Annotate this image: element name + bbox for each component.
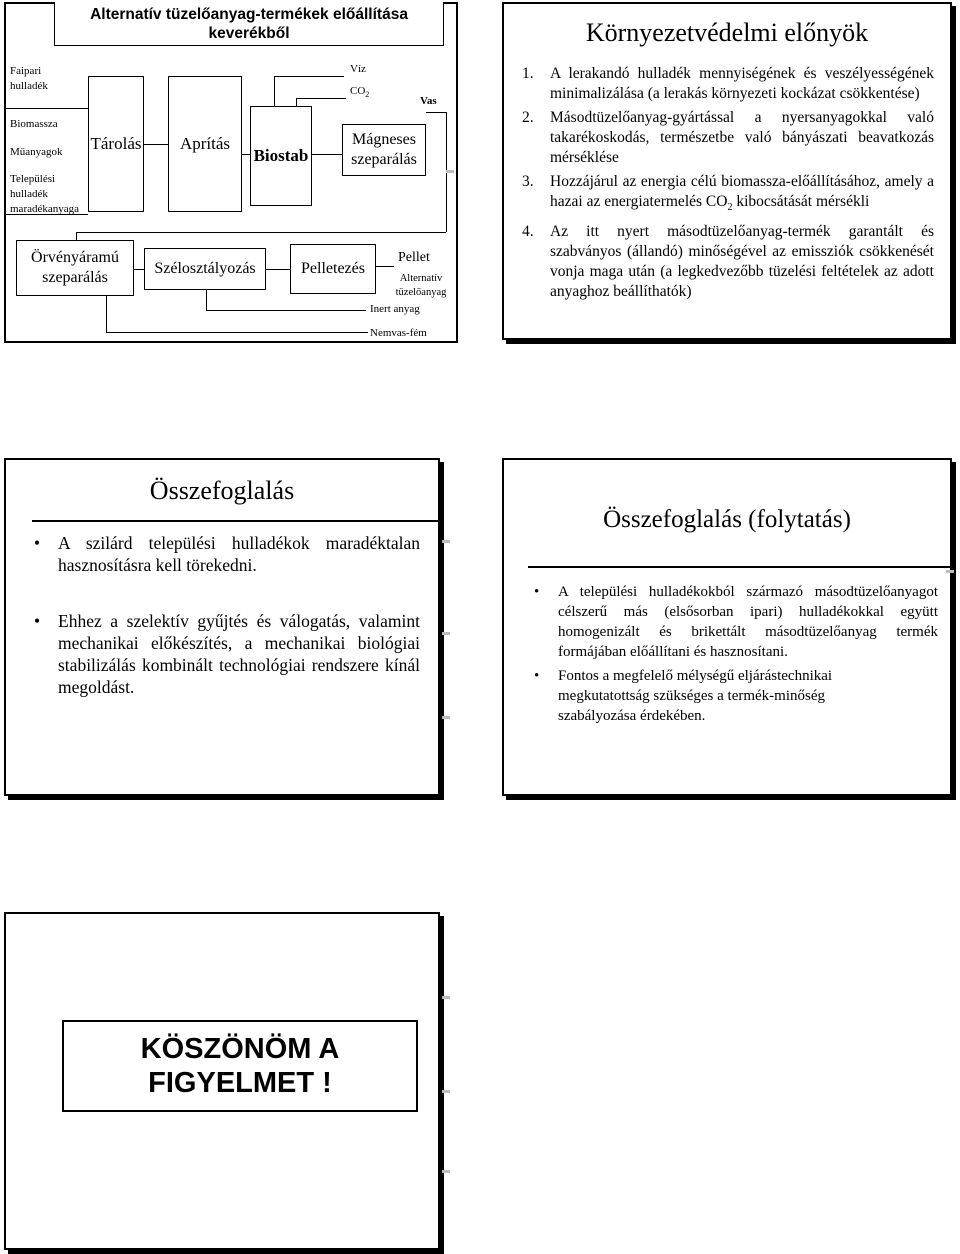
inert-label: Inert anyag xyxy=(370,303,420,315)
loop-down xyxy=(76,232,77,240)
slide-thank-you xyxy=(4,912,440,1250)
benefit-item-1: 1. A lerakandó hulladék mennyiségének és veszélyességének minimalizálása (a lerakás környezeti kockázat csökkentése) xyxy=(522,65,934,102)
loop-top xyxy=(76,232,446,233)
wind-sifting-box: Szélosztályozás xyxy=(144,248,266,290)
input-border-top xyxy=(6,108,88,109)
inert-line xyxy=(206,310,366,311)
diagram-title: Alternatív tüzelőanyag-termékek előállítása keverékből xyxy=(54,2,444,46)
slide2-title: Környezetvédelmi előnyök xyxy=(585,18,869,47)
slide-environmental-benefits xyxy=(502,2,952,340)
slide4-title-rule xyxy=(528,566,954,568)
decor-tick xyxy=(442,1090,450,1093)
inert-down xyxy=(206,290,207,310)
arrow-eddy-wind xyxy=(134,269,144,270)
decor-tick xyxy=(442,632,450,635)
summary-bullets xyxy=(34,532,420,698)
arrow-wind-pellet xyxy=(266,269,290,270)
water-riser xyxy=(274,76,275,106)
thank-you-line-1: KÖSZÖNÖM A xyxy=(140,1033,340,1065)
co2-riser xyxy=(296,98,297,106)
decor-tick xyxy=(442,716,450,719)
nonferrous-line xyxy=(106,332,368,333)
benefits-list xyxy=(522,64,934,306)
water-line xyxy=(274,76,344,77)
magnetic-separation-box: Mágneses szeparálás xyxy=(342,124,426,176)
slide-process-diagram xyxy=(4,2,458,343)
benefit-item-3: 3. Hozzájárul az energia célú biomassza-előállításához, amely a hazai az energiatermelés $CO_2$ kibocsátását mérsékli xyxy=(522,172,934,218)
co2-line xyxy=(296,98,346,99)
benefit-item-4: 4. Az itt nyert másodtüzelőanyag-termék garantált és szabványos (állandó) minőségével az emissziók csökkenését vonja maga után (a legkedvezőbb tüzelési feltételek az adott anyaghoz beállíthatók) xyxy=(522,223,934,301)
decor-tick xyxy=(442,1170,450,1173)
iron-label: Vas xyxy=(420,95,437,107)
slide3-title: Összefoglalás xyxy=(149,476,295,505)
storage-box: Tárolás xyxy=(88,76,144,212)
input-plastics: Műanyagok xyxy=(10,146,63,158)
arrow-storage-shredding xyxy=(144,144,168,145)
eddy-separation-box: Örvényáramú szeparálás xyxy=(16,240,134,296)
iron-line xyxy=(426,112,446,113)
input-municipal-waste: Települési hulladék maradékanyaga xyxy=(10,173,80,215)
slide3-title-rule xyxy=(32,520,442,522)
input-wood-waste: Faipari hulladék xyxy=(10,65,48,92)
summary-continued-bullet-2: • Fontos a megfelelő mélységű eljárástechnikai megkutatottság szükséges a termék-minőség szabályozása érdekében. xyxy=(534,668,833,724)
pellet-label: Pellet xyxy=(398,250,430,265)
water-label: Víz xyxy=(350,63,366,75)
slide-summary xyxy=(4,458,440,796)
decor-tick xyxy=(442,996,450,999)
arrow-pellet-out xyxy=(376,266,394,267)
summary-continued-bullet-1: • A települési hulladékokból származó másodtüzelőanyagot célszerű más (elsősorban ipari) hulladékokkal együtt homogenizált és brikettált másodtüzelőanyag termék formájában előállítani és hasznosítani. xyxy=(534,584,938,660)
decor-tick xyxy=(446,170,454,173)
co2-label: $CO_2$ xyxy=(350,85,370,100)
slide4-title: Összefoglalás (folytatás) xyxy=(603,506,851,533)
input-border-bottom xyxy=(6,214,88,215)
shredding-box: Aprítás xyxy=(168,76,242,212)
pelletizing-box: Pelletezés xyxy=(290,244,376,294)
biostab-box: Biostab xyxy=(250,106,312,206)
decor-tick xyxy=(946,570,954,573)
arrow-biostab-magnetic xyxy=(312,154,342,155)
decor-tick xyxy=(442,540,450,543)
benefit-item-2: 2. Másodtüzelőanyag-gyártással a nyersanyagokkal való takarékoskodás, természetbe való bányászati beavatkozás mérséklése xyxy=(522,109,934,166)
arrow-shredding-biostab xyxy=(242,154,250,155)
nonferrous-down xyxy=(106,296,107,332)
benefit-item-3-text: Hozzájárul az energia célú biomassza-előállításához, amely a hazai az energiatermelés $CO_2$ kibocsátását mérsékli xyxy=(550,173,934,214)
input-biomass: Biomassza xyxy=(10,118,58,130)
thank-you-line-2: FIGYELMET ! xyxy=(148,1067,332,1099)
thank-you-box xyxy=(62,1020,418,1112)
slide-summary-continued xyxy=(502,458,952,796)
summary-continued-bullets xyxy=(534,582,938,726)
nonferrous-label: Nemvas-fém xyxy=(370,327,427,339)
summary-bullet-2: • Ehhez a szelektív gyűjtés és válogatás, valamint mechanikai előkészítés, a mechanikai biológiai stabilizálás kombinált technológiai rendszere kínál megoldást. xyxy=(34,611,420,697)
alt-fuel-label: Alternatív tüzelőanyag xyxy=(395,273,447,298)
summary-bullet-1: • A szilárd települési hulladékok maradéktalan hasznosításra kell törekedni. xyxy=(34,533,420,575)
